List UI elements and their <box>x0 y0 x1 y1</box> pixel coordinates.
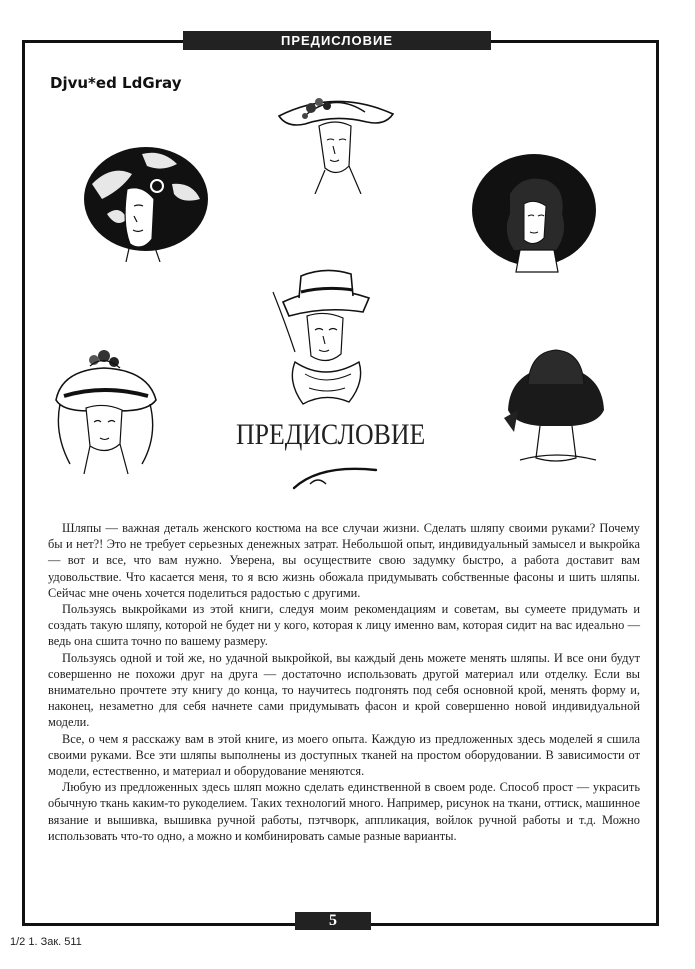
hat-woman-bouquet-icon <box>50 344 162 480</box>
hat-back-view-icon <box>500 340 612 464</box>
page-number: 5 <box>295 912 371 930</box>
decorative-swoosh <box>290 462 380 492</box>
hat-woman-patterned-icon <box>82 144 210 262</box>
page-title: ПРЕДИСЛОВИЕ <box>236 418 426 451</box>
hat-woman-flowers-icon <box>275 74 397 194</box>
section-header: ПРЕДИСЛОВИЕ <box>183 31 491 50</box>
paragraph: Любую из предложенных здесь шляп можно сделать единственной в своем роде. Способ прост — украсить обычную ткань каким-то рукоделием. Таких технологий много. Например, рисунок на ткани, оттиск, машинное вязание и вышивка, вышивка ручной работы, пэтчворк, аппликация, войлок ручной работы и т.д. Можно использовать что-то одно, а можно и комбинировать самые разные варианты. <box>48 780 640 843</box>
paragraph: Пользуясь выкройками из этой книги, следуя моим рекомендациям и советам, вы сумеете придумать и создать такую шляпу, которой не будет ни у кого, которая к лицу именно вам, которая сидит на вас идеально — ведь она сшита точно по вашему размеру. <box>48 602 640 649</box>
hat-woman-curly-hair-icon <box>470 154 598 274</box>
print-code: 1/2 1. Зак. 511 <box>10 936 82 948</box>
paragraph: Все, о чем я расскажу вам в этой книге, из моего опыта. Каждую из предложенных здесь моделей я сшила своими руками. Все эти шляпы выполнены из доступных тканей на простом оборудовании. В зависимости от модели, естественно, и материал и оборудование меняются. <box>48 731 640 779</box>
paragraph: Шляпы — важная деталь женского костюма на все случаи жизни. Сделать шляпу своими руками? Почему бы и нет?! Это не требует серьезных денежных затрат. Небольшой опыт, индивидуальный замысел и выкройка — вот и все, что вам нужно. Уверена, вы осуществите свою задумку быстро, а работа доставит вам удовольствие. Что касается меня, то я всю жизнь обожала придумывать собственные фасоны и шить шляпы. Сейчас мне очень хочется поделиться радостью с другими. <box>48 521 640 600</box>
scan-watermark: Djvu*ed LdGray <box>50 74 182 92</box>
hat-woman-scarf-icon <box>265 262 385 412</box>
paragraph: Пользуясь одной и той же, но удачной выкройкой, вы каждый день можете менять шляпы. И все они будут совершенно не похожи друг на друга — достаточно использовать другой материал или отделку. Если вы внимательно прочтете эту книгу до конца, то научитесь подгонять под себя основной крой, менять форму и, наконец, незаметно для себя начнете сами придумывать фасон и крой совершенно новой индивидуальной модели. <box>48 650 640 730</box>
body-text <box>48 520 640 844</box>
